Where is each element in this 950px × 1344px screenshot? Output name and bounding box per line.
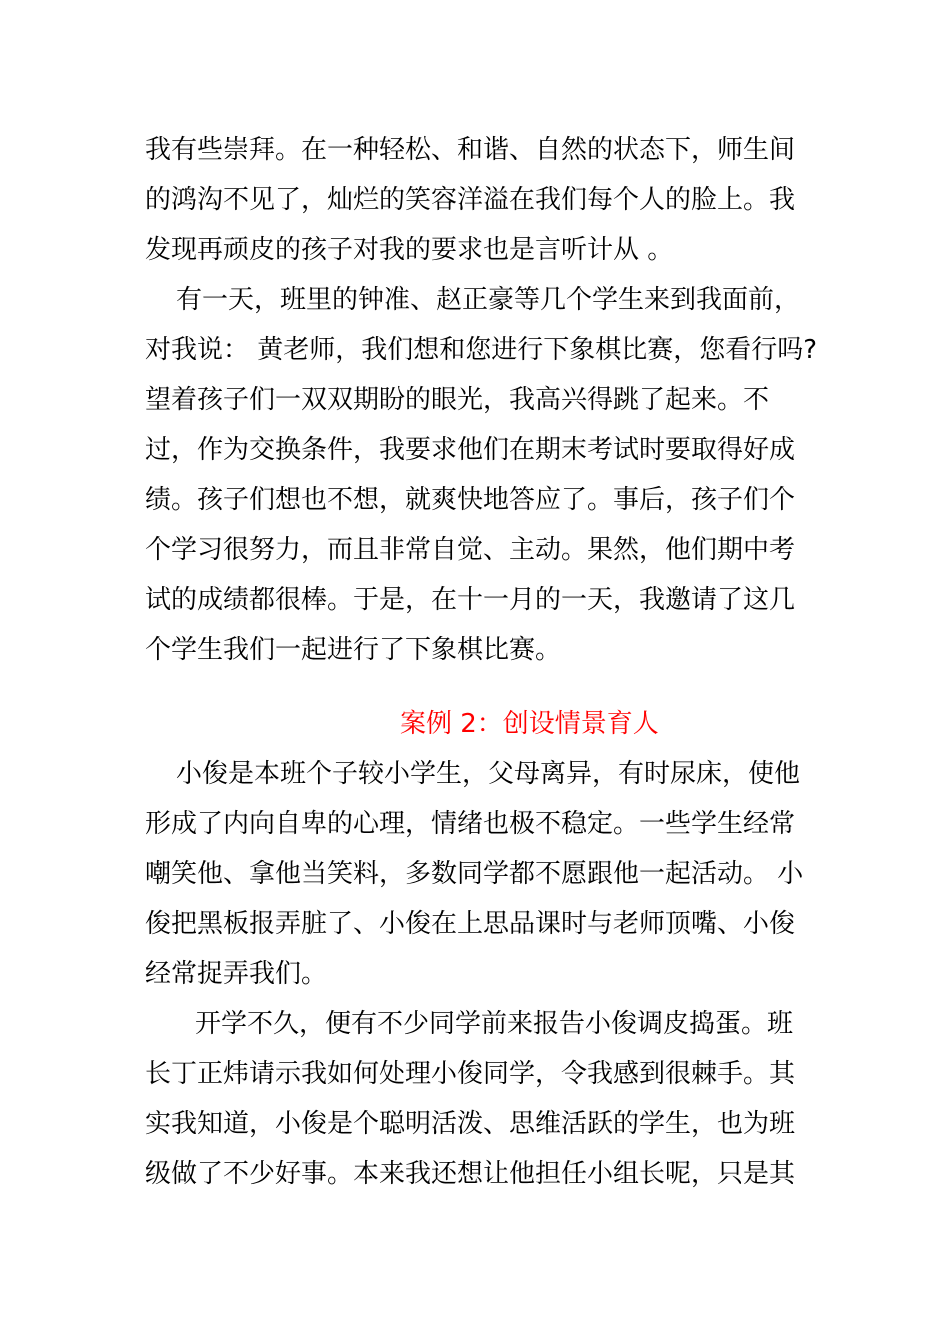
paragraph-2-line-6: 个学习很努力，而且非常自觉、主动。果然，他们期中考 xyxy=(145,535,796,565)
paragraph-4-line-4: 级做了不少好事。本来我还想让他担任小组长呢，只是其 xyxy=(145,1159,796,1189)
section-heading: 案例 2：创设情景育人 xyxy=(400,709,659,739)
paragraph-3-line-5: 经常捉弄我们。 xyxy=(145,959,328,989)
paragraph-4-line-3: 实我知道，小俊是个聪明活泼、思维活跃的学生，也为班 xyxy=(145,1109,796,1139)
paragraph-2-line-1: 有一天，班里的钟准、赵正豪等几个学生来到我面前， xyxy=(176,285,801,315)
paragraph-4-line-1: 开学不久，便有不少同学前来报告小俊调皮捣蛋。班 xyxy=(195,1009,794,1039)
paragraph-3-line-1: 小俊是本班个子较小学生，父母离异，有时尿床，使他 xyxy=(176,759,801,789)
paragraph-2-line-2: 对我说： 黄老师，我们想和您进行下象棋比赛，您看行吗? xyxy=(145,335,818,365)
paragraph-1-line-1: 我有些崇拜。在一种轻松、和谐、自然的状态下，师生间 xyxy=(145,135,796,165)
paragraph-2-line-7: 试的成绩都很棒。于是，在十一月的一天，我邀请了这几 xyxy=(145,585,796,615)
paragraph-3-line-4: 俊把黑板报弄脏了、小俊在上思品课时与老师顶嘴、小俊 xyxy=(145,909,796,939)
paragraph-3-line-2: 形成了内向自卑的心理，情绪也极不稳定。一些学生经常 xyxy=(145,809,796,839)
paragraph-2-line-4: 过，作为交换条件，我要求他们在期末考试时要取得好成 xyxy=(145,435,796,465)
paragraph-2-line-8: 个学生我们一起进行了下象棋比赛。 xyxy=(145,635,562,665)
paragraph-4-line-2: 长丁正炜请示我如何处理小俊同学，令我感到很棘手。其 xyxy=(145,1059,796,1089)
paragraph-3-line-3: 嘲笑他、拿他当笑料，多数同学都不愿跟他一起活动。 小 xyxy=(145,859,804,889)
paragraph-2-line-5: 绩。孩子们想也不想，就爽快地答应了。事后，孩子们个 xyxy=(145,485,796,515)
paragraph-1-line-3: 发现再顽皮的孩子对我的要求也是言听计从 。 xyxy=(145,235,674,265)
paragraph-1-line-2: 的鸿沟不见了，灿烂的笑容洋溢在我们每个人的脸上。我 xyxy=(145,185,796,215)
paragraph-2-line-3: 望着孩子们一双双期盼的眼光，我高兴得跳了起来。不 xyxy=(145,385,770,415)
